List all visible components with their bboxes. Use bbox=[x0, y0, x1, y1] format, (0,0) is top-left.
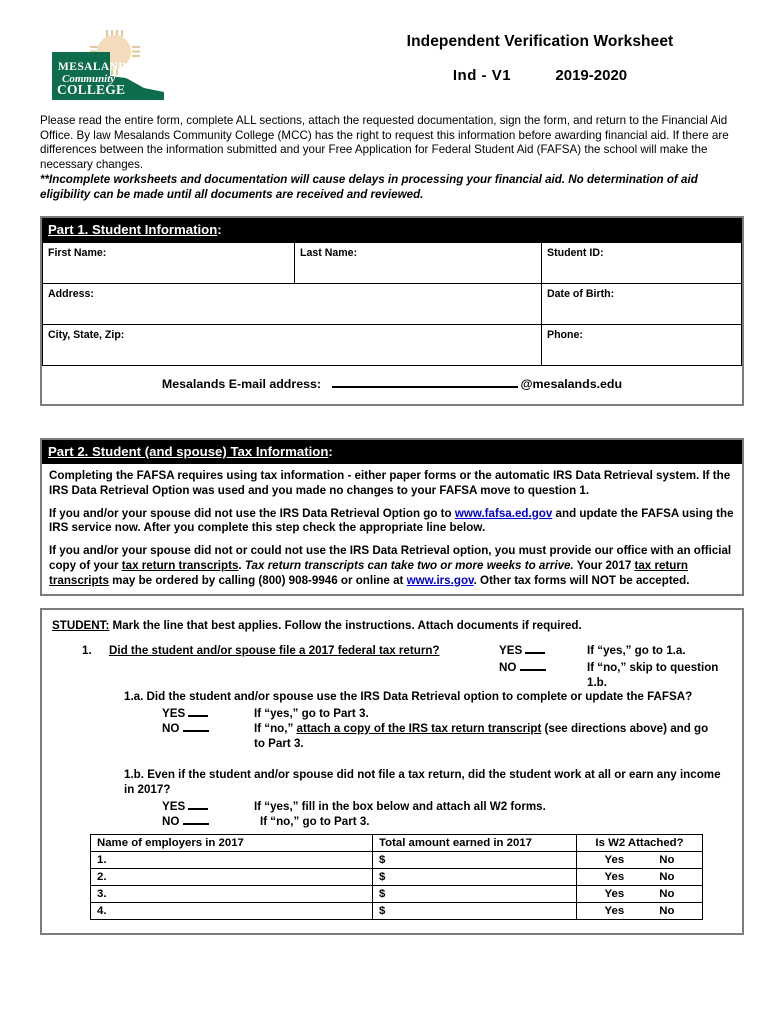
page-subtitle bbox=[330, 66, 750, 86]
part2-p2-text-b: and update the FAFSA using the IRS service now. After you complete this step check the appropriate line below. bbox=[49, 506, 734, 535]
part2-body bbox=[42, 464, 742, 595]
student-instructions-line bbox=[52, 618, 732, 633]
form-code: Ind - V1 bbox=[452, 67, 512, 84]
field-address-label: Address: bbox=[48, 288, 94, 300]
employer-row-amount[interactable]: $ bbox=[373, 886, 577, 903]
student-questions-section bbox=[40, 608, 744, 935]
question-1a-no-underline: attach a copy of the IRS tax return transcript bbox=[296, 722, 542, 735]
intro-paragraph bbox=[40, 114, 732, 203]
question-1b-no-instruction: If “no,” go to Part 3. bbox=[260, 815, 370, 828]
question-1a-no-option[interactable] bbox=[162, 721, 209, 736]
college-logo-icon bbox=[48, 28, 180, 106]
table-row[interactable] bbox=[91, 886, 703, 903]
question-1b-yes-row bbox=[124, 799, 732, 814]
question-1-no-label: NO bbox=[499, 661, 517, 674]
part1-fields-grid bbox=[42, 242, 742, 407]
table-row[interactable] bbox=[91, 852, 703, 869]
question-1-yes-option[interactable] bbox=[499, 643, 545, 658]
question-1-no-option[interactable] bbox=[499, 660, 546, 675]
part2-p3-text-e: . Other tax forms will NOT be accepted. bbox=[473, 573, 690, 587]
w2-no-option[interactable]: No bbox=[659, 854, 675, 866]
employer-row-amount[interactable]: $ bbox=[373, 869, 577, 886]
field-student-id[interactable] bbox=[541, 242, 742, 284]
field-student-id-label: Student ID: bbox=[547, 247, 604, 259]
table-row[interactable] bbox=[91, 869, 703, 886]
question-1b-yes-label: YES bbox=[162, 800, 186, 813]
logo-text-mesalands: MESALANDS bbox=[58, 61, 134, 73]
page-header bbox=[0, 18, 770, 110]
mesalands-logo bbox=[48, 28, 180, 106]
table-header-row bbox=[91, 835, 703, 852]
fafsa-link[interactable]: www.fafsa.ed.gov bbox=[454, 506, 553, 520]
table-row[interactable] bbox=[91, 903, 703, 920]
part2-paragraph-2 bbox=[49, 507, 735, 537]
question-1a-no-row bbox=[124, 721, 732, 751]
question-1a-yes-option[interactable] bbox=[162, 706, 208, 721]
question-1a bbox=[124, 689, 732, 751]
question-1a-heading: 1.a. Did the student and/or spouse use the IRS Data Retrieval option to complete or update the FAFSA? bbox=[124, 690, 693, 703]
part2-header-colon: : bbox=[328, 444, 333, 459]
question-1b-no-line[interactable] bbox=[183, 814, 209, 825]
question-1b-no-row bbox=[124, 814, 732, 829]
employer-row-amount[interactable]: $ bbox=[373, 903, 577, 920]
question-1-no-instruction: If “no,” skip to question 1.b. bbox=[587, 661, 719, 689]
question-1b-no-option[interactable] bbox=[162, 814, 209, 829]
question-1b-heading: 1.b. Even if the student and/or spouse did not file a tax return, did the student work at all or earn any income in 2017? bbox=[124, 768, 721, 796]
email-input-line[interactable] bbox=[332, 377, 518, 388]
part2-p3-italic: Tax return transcripts can take two or more weeks to arrive. bbox=[244, 558, 574, 572]
email-address-row bbox=[42, 377, 742, 391]
email-label: Mesalands E-mail address: bbox=[161, 377, 321, 391]
part2-p3-text-a: If you and/or your spouse did not or could not use the IRS Data Retrieval option, you must provide our office with an official copy of your bbox=[49, 544, 732, 572]
part2-p3-text-b: . bbox=[238, 558, 245, 572]
logo-text-community: Community bbox=[62, 73, 116, 85]
employer-row-w2[interactable] bbox=[577, 852, 703, 869]
employer-row-number[interactable]: 3. bbox=[91, 886, 373, 903]
employer-row-number[interactable]: 1. bbox=[91, 852, 373, 869]
employer-row-w2[interactable] bbox=[577, 886, 703, 903]
w2-no-option[interactable]: No bbox=[659, 905, 675, 917]
part2-header bbox=[42, 440, 742, 464]
question-1a-no-text-b: (see directions above) and go bbox=[541, 722, 709, 735]
field-phone-label: Phone: bbox=[547, 329, 583, 341]
column-header-employers: Name of employers in 2017 bbox=[91, 835, 373, 852]
field-last-name-label: Last Name: bbox=[300, 247, 358, 259]
field-first-name[interactable] bbox=[42, 242, 295, 284]
field-date-of-birth[interactable] bbox=[541, 283, 742, 325]
question-1a-no-line[interactable] bbox=[183, 721, 209, 732]
employer-row-number[interactable]: 4. bbox=[91, 903, 373, 920]
employer-row-w2[interactable] bbox=[577, 869, 703, 886]
question-1-yes-line[interactable] bbox=[525, 643, 545, 654]
w2-yes-option[interactable]: Yes bbox=[604, 871, 625, 883]
question-1a-yes-line[interactable] bbox=[188, 706, 208, 717]
question-1a-yes-label: YES bbox=[162, 707, 186, 720]
intro-emphasis: **Incomplete worksheets and documentation will cause delays in processing your financial aid. No determination of aid eligibility can be made until all documents are received and reviewed. bbox=[40, 173, 698, 201]
question-1-text: Did the student and/or spouse file a 2017 federal tax return? bbox=[109, 644, 440, 657]
w2-no-option[interactable]: No bbox=[659, 871, 675, 883]
employers-table bbox=[90, 834, 703, 920]
w2-no-option[interactable]: No bbox=[659, 888, 675, 900]
column-header-amount: Total amount earned in 2017 bbox=[373, 835, 577, 852]
question-1a-no-text-a: If “no,” bbox=[254, 722, 297, 735]
part2-p2-text-a: If you and/or your spouse did not use the IRS Data Retrieval Option go to bbox=[49, 506, 455, 520]
question-1b-yes-option[interactable] bbox=[162, 799, 208, 814]
w2-yes-option[interactable]: Yes bbox=[604, 905, 625, 917]
field-last-name[interactable] bbox=[294, 242, 542, 284]
question-1a-yes-row bbox=[124, 706, 732, 721]
student-label: STUDENT: bbox=[52, 619, 110, 632]
question-1-number: 1. bbox=[82, 644, 92, 657]
column-header-w2-attached: Is W2 Attached? bbox=[577, 835, 703, 852]
question-1a-no-label: NO bbox=[162, 722, 180, 735]
part2-paragraph-3 bbox=[49, 544, 735, 588]
question-1-yes-instruction: If “yes,” go to 1.a. bbox=[587, 644, 686, 657]
part2-paragraph-1: Completing the FAFSA requires using tax information - either paper forms or the automatic IRS Data Retrieval system. If the IRS Data Retrieval Option was used and you made no changes to your FAFSA move to question 1. bbox=[49, 469, 731, 497]
intro-text: Please read the entire form, complete ALL sections, attach the requested documentation, sign the form, and return to the Financial Aid Office. By law Mesalands Community College (MCC) has the right to request this information before awarding financial aid. If there are differences between the information submitted and your Free Application for Federal Student Aid (FAFSA) the school will make the necessary changes. bbox=[40, 114, 729, 171]
w2-table-wrapper bbox=[90, 834, 702, 920]
email-domain: @mesalands.edu bbox=[520, 377, 623, 391]
question-1 bbox=[82, 643, 732, 689]
student-questions-body bbox=[42, 610, 742, 829]
question-1b bbox=[124, 767, 732, 829]
title-block bbox=[330, 32, 750, 86]
w2-yes-option[interactable]: Yes bbox=[604, 888, 625, 900]
employer-row-w2[interactable] bbox=[577, 903, 703, 920]
part2-p3-underline-1: tax return transcripts bbox=[121, 558, 239, 572]
award-year: 2019-2020 bbox=[555, 67, 628, 84]
field-city-state-zip[interactable] bbox=[42, 324, 542, 366]
part2-p3-underline-2: tax return transcripts bbox=[49, 558, 688, 587]
question-1a-no-instruction-cont: to Part 3. bbox=[254, 737, 304, 750]
page-title: Independent Verification Worksheet bbox=[406, 33, 674, 50]
question-1a-yes-instruction: If “yes,” go to Part 3. bbox=[254, 707, 369, 720]
field-address[interactable] bbox=[42, 283, 542, 325]
employer-row-number[interactable]: 2. bbox=[91, 869, 373, 886]
student-instructions: Mark the line that best applies. Follow the instructions. Attach documents if required. bbox=[109, 619, 582, 632]
part2-p3-text-d: may be ordered by calling (800) 908-9946 or online at bbox=[108, 573, 407, 587]
field-city-state-zip-label: City, State, Zip: bbox=[48, 329, 125, 341]
irs-link[interactable]: www.irs.gov bbox=[406, 573, 474, 587]
part2-p3-text-c: Your 2017 bbox=[573, 558, 635, 572]
question-1-no-line[interactable] bbox=[520, 660, 546, 671]
question-1-yes-label: YES bbox=[499, 644, 523, 657]
question-1b-yes-line[interactable] bbox=[188, 799, 208, 810]
field-date-of-birth-label: Date of Birth: bbox=[547, 288, 615, 300]
employer-row-amount[interactable]: $ bbox=[373, 852, 577, 869]
question-1b-no-label: NO bbox=[162, 815, 180, 828]
part2-section bbox=[40, 438, 744, 596]
part1-header bbox=[42, 218, 742, 242]
logo-text-college: COLLEGE bbox=[57, 82, 126, 97]
part2-header-label: Part 2. Student (and spouse) Tax Information bbox=[48, 444, 329, 459]
part1-section bbox=[40, 216, 744, 406]
question-1a-no-instruction bbox=[254, 721, 708, 736]
field-first-name-label: First Name: bbox=[48, 247, 107, 259]
question-1b-yes-instruction: If “yes,” fill in the box below and attach all W2 forms. bbox=[254, 800, 546, 813]
part1-header-colon: : bbox=[217, 222, 222, 237]
part1-header-label: Part 1. Student Information bbox=[48, 222, 218, 237]
field-phone[interactable] bbox=[541, 324, 742, 366]
w2-yes-option[interactable]: Yes bbox=[604, 854, 625, 866]
